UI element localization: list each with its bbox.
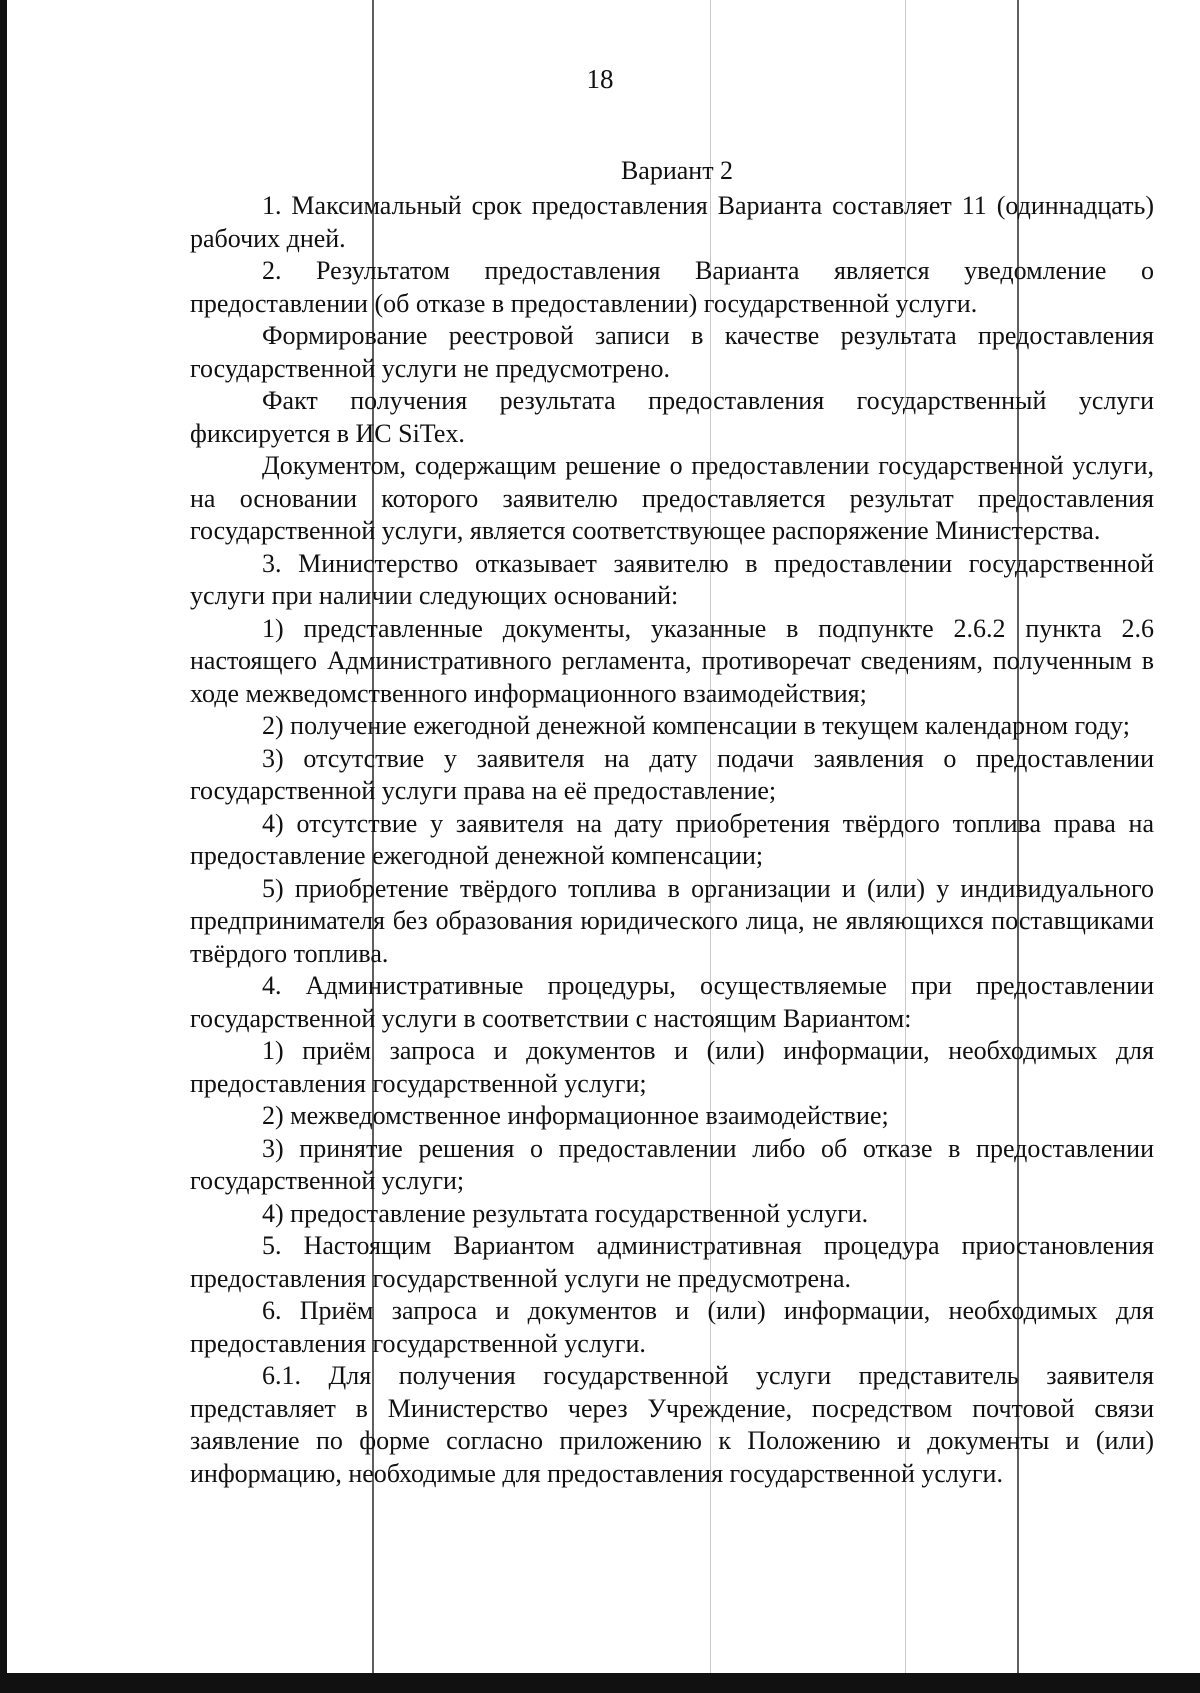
paragraph: 4. Административные процедуры, осуществляемые при предоставлении государственной услуги в соответствии с настоящим Вариантом: (190, 971, 1154, 1033)
paragraph: 6.1. Для получения государственной услуги представитель заявителя представляет в Министерство через Учреждение, посредством почтовой связи заявление по форме согласно приложению к Положению и документы и (или) информацию, необходимые для предоставления государственной услуги. (190, 1361, 1154, 1488)
list-item: 1) представленные документы, указанные в подпункте 2.6.2 пункта 2.6 настоящего Административного регламента, противоречат сведениям, полученным в ходе межведомственного информационного взаимодействия; (190, 613, 1154, 708)
list-item: 5) приобретение твёрдого топлива в организации и (или) у индивидуального предпринимателя без образования юридического лица, не являющихся поставщиками твёрдого топлива. (190, 873, 1154, 968)
paragraph: Факт получения результата предоставления государственный услуги фиксируется в ИС SiTex. (190, 386, 1154, 448)
scan-edge-left (0, 0, 7, 1693)
list-item: 2) получение ежегодной денежной компенсации в текущем календарном году; (262, 711, 1130, 740)
list-item: 3) принятие решения о предоставлении либо об отказе в предоставлении государственной услуги; (190, 1133, 1154, 1195)
section-title: Вариант 2 (620, 156, 734, 185)
list-item: 3) отсутствие у заявителя на дату подачи заявления о предоставлении государственной услуги права на её предоставление; (190, 743, 1154, 805)
paragraph: 6. Приём запроса и документов и (или) информации, необходимых для предоставления государственной услуги. (190, 1296, 1154, 1358)
paragraph: Документом, содержащим решение о предоставлении государственной услуги, на основании которого заявителю предоставляется результат предоставления государственной услуги, является соответствующее распоряжение Министерства. (190, 451, 1154, 545)
paragraph: Формирование реестровой записи в качестве результата предоставления государственной услуги не предусмотрено. (190, 321, 1154, 383)
document-body (190, 190, 1154, 1490)
list-item: 4) предоставление результата государственной услуги. (262, 1198, 869, 1228)
paragraph: 1. Максимальный срок предоставления Варианта составляет 11 (одиннадцать) рабочих дней. (190, 191, 1154, 253)
paragraph: 3. Министерство отказывает заявителю в предоставлении государственной услуги при наличии следующих оснований: (190, 548, 1154, 610)
page-number: 18 (586, 64, 614, 94)
paragraph: 2. Результатом предоставления Варианта является уведомление о предоставлении (об отказе в предоставлении) государственной услуги. (190, 256, 1154, 318)
scan-edge-bottom (0, 1673, 1200, 1693)
paragraph: 5. Настоящим Вариантом административная процедура приостановления предоставления государственной услуги не предусмотрена. (190, 1231, 1154, 1293)
list-item: 2) межведомственное информационное взаимодействие; (262, 1101, 889, 1130)
list-item: 1) приём запроса и документов и (или) информации, необходимых для предоставления государственной услуги; (190, 1036, 1154, 1098)
list-item: 4) отсутствие у заявителя на дату приобретения твёрдого топлива права на предоставление ежегодной денежной компенсации; (190, 808, 1154, 870)
